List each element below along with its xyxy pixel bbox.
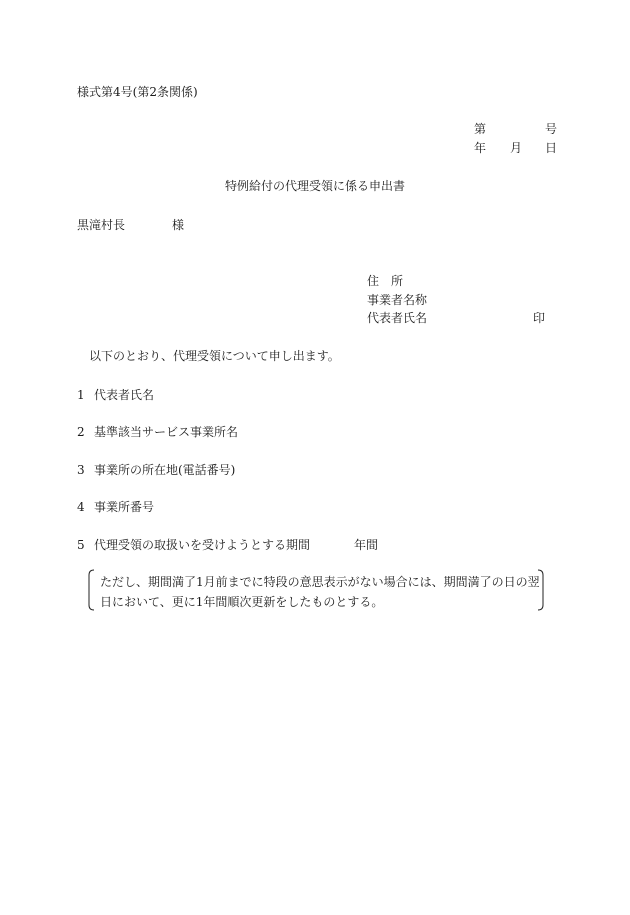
date-month-label: 月 (510, 141, 523, 155)
addressee-name: 黒滝村長 (77, 218, 126, 232)
date-day-label: 日 (545, 141, 558, 155)
seal-mark: 印 (533, 311, 546, 325)
item-label: 基準該当サービス事業所名 (94, 425, 239, 439)
list-item (77, 389, 154, 401)
period-unit-label: 年間 (354, 538, 379, 552)
note-text-line-1: ただし、期間満了1月前までに特段の意思表示がない場合には、期間満了の日の翌 (100, 575, 540, 589)
item-number: 3 (77, 463, 85, 477)
list-item (77, 426, 238, 438)
document-title: 特例給付の代理受領に係る申出書 (224, 179, 405, 193)
item-label: 代理受領の取扱いを受けようとする期間 (94, 538, 311, 552)
note-text-line-2: 日において、更に1年間順次更新をしたものとする。 (100, 595, 384, 609)
item-number: 5 (77, 538, 85, 552)
applicant-representative-label: 代表者氏名 (367, 311, 428, 325)
item-label: 代表者氏名 (94, 388, 155, 402)
form-number: 様式第4号(第2条関係) (77, 85, 198, 99)
item-number: 4 (77, 500, 85, 514)
document-number-suffix: 号 (545, 122, 558, 136)
date-year-label: 年 (474, 141, 487, 155)
item-label: 事業所の所在地(電話番号) (94, 463, 236, 477)
addressee-honorific: 様 (172, 218, 185, 232)
applicant-company-label: 事業者名称 (367, 293, 428, 307)
item-number: 1 (77, 388, 85, 402)
document-number-prefix: 第 (474, 122, 487, 136)
list-item (77, 501, 154, 513)
intro-text: 以下のとおり、代理受領について申し出ます。 (89, 349, 340, 363)
item-label: 事業所番号 (94, 500, 155, 514)
list-item (77, 464, 235, 476)
list-item (77, 539, 310, 551)
applicant-address-label: 住 所 (367, 274, 404, 288)
item-number: 2 (77, 425, 85, 439)
left-bracket (89, 570, 94, 610)
